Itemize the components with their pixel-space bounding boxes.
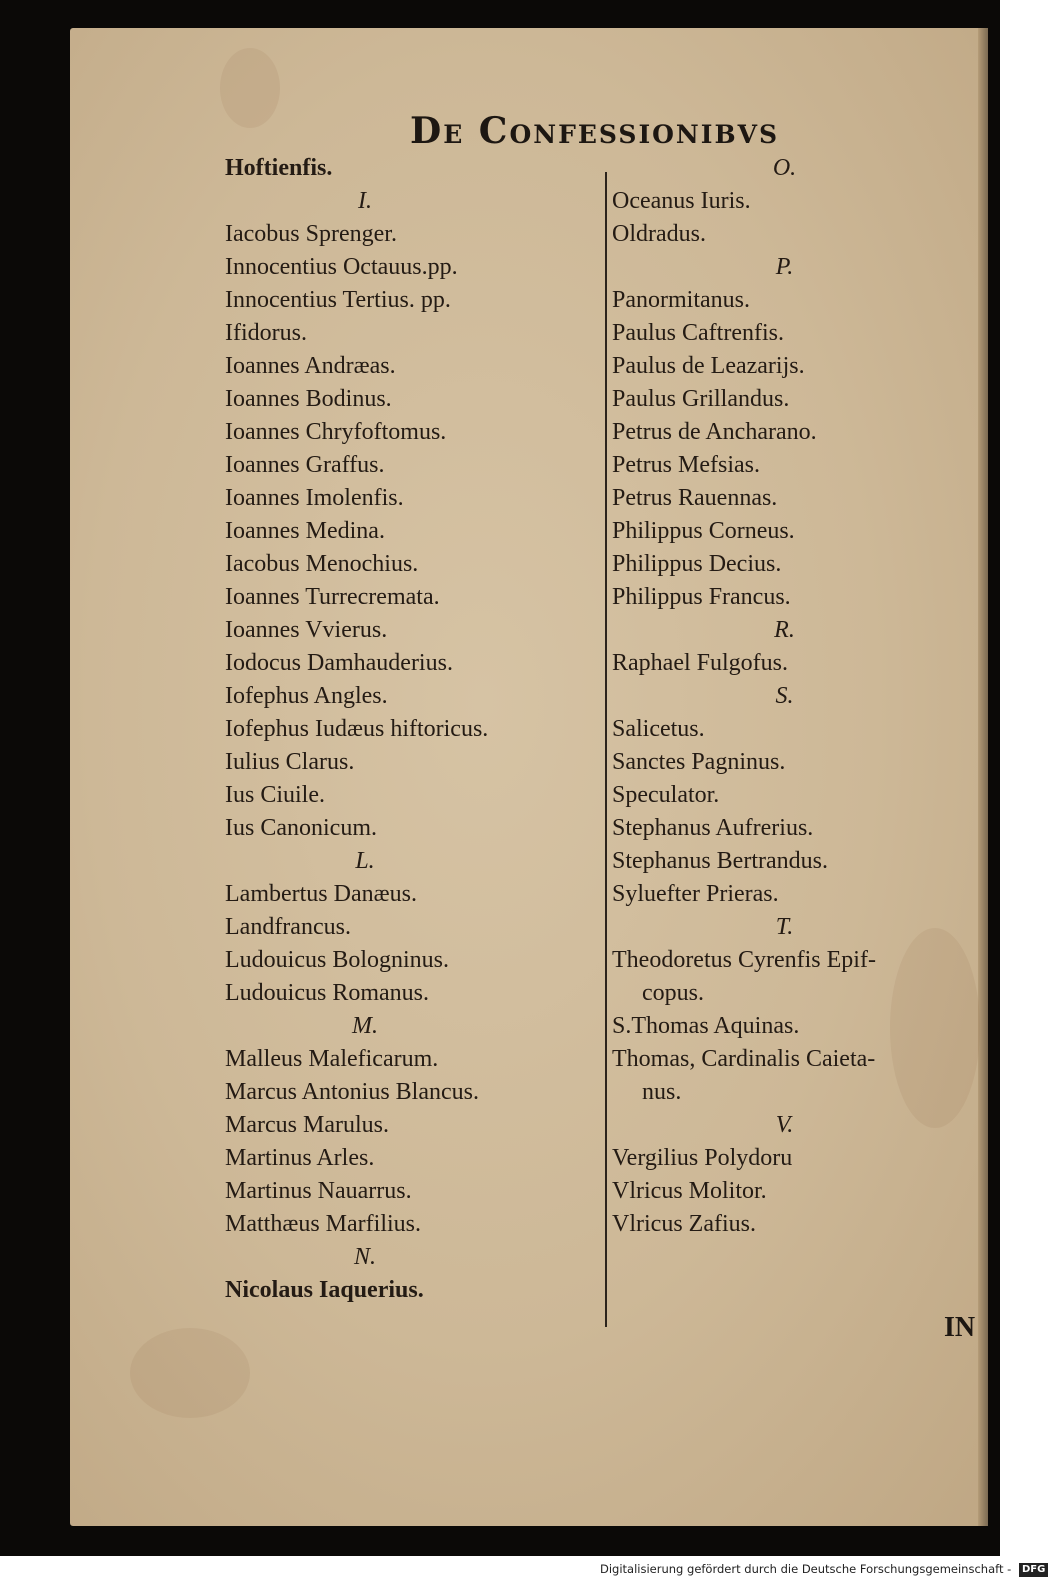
- section-letter: P.: [775, 254, 794, 280]
- credit-text: Digitalisierung gefördert durch die Deutsche Forschungsgemeinschaft -: [600, 1562, 1012, 1576]
- index-entry: Ioannes Vvierus.: [225, 617, 388, 643]
- index-entry: Paulus de Leazarijs.: [612, 353, 805, 379]
- index-entry: Martinus Nauarrus.: [225, 1178, 412, 1204]
- index-entry: Panormitanus.: [612, 287, 750, 313]
- index-entry: nus.: [642, 1079, 682, 1105]
- index-entry: Thomas, Cardinalis Caieta-: [612, 1046, 876, 1072]
- index-entry: Stephanus Bertrandus.: [612, 848, 828, 874]
- dfg-logo: DFG: [1019, 1563, 1048, 1577]
- index-entry: Hoftienfis.: [225, 155, 333, 181]
- index-entry: Malleus Maleficarum.: [225, 1046, 439, 1072]
- index-entry: S.Thomas Aquinas.: [612, 1013, 800, 1039]
- section-letter: N.: [353, 1244, 376, 1270]
- index-entry: Iodocus Damhauderius.: [225, 650, 453, 676]
- section-letter: M.: [352, 1013, 378, 1039]
- index-entry: Ioannes Chryfoftomus.: [225, 419, 447, 445]
- paper-stain: [220, 48, 280, 128]
- index-entry: Iofephus Iudæus hiftoricus.: [225, 716, 489, 742]
- index-entry: Sanctes Pagninus.: [612, 749, 786, 775]
- running-head: De Confessionibvs: [410, 110, 780, 152]
- index-entry: Ius Ciuile.: [225, 782, 325, 808]
- index-entry: Raphael Fulgofus.: [612, 650, 788, 676]
- index-entry: Paulus Grillandus.: [612, 386, 790, 412]
- index-entry: Ius Canonicum.: [225, 815, 377, 841]
- index-entry: Ioannes Medina.: [225, 518, 385, 544]
- index-entry: Petrus de Ancharano.: [612, 419, 817, 445]
- index-entry: Lambertus Danæus.: [225, 881, 417, 907]
- index-entry: Iacobus Sprenger.: [225, 221, 397, 247]
- index-entry: Ioannes Bodinus.: [225, 386, 392, 412]
- index-entry: Landfrancus.: [225, 914, 351, 940]
- left-index-column: [225, 152, 595, 1307]
- index-entry: Speculator.: [612, 782, 720, 808]
- index-entry: Philippus Decius.: [612, 551, 782, 577]
- right-index-column: [612, 152, 987, 1241]
- section-letter: S.: [775, 683, 794, 709]
- section-letter: I.: [358, 188, 372, 214]
- index-entry: Innocentius Tertius. pp.: [225, 287, 451, 313]
- index-entry: Paulus Caftrenfis.: [612, 320, 784, 346]
- index-entry: copus.: [642, 980, 704, 1006]
- index-entry: Vergilius Polydoru: [612, 1145, 793, 1171]
- index-entry: Theodoretus Cyrenfis Epif-: [612, 947, 876, 973]
- index-entry: Oceanus Iuris.: [612, 188, 751, 214]
- section-letter: V.: [775, 1112, 794, 1138]
- digitization-credit: [600, 1556, 1046, 1582]
- section-letter: R.: [774, 617, 795, 643]
- index-entry: Ludouicus Romanus.: [225, 980, 429, 1006]
- paper-stain: [130, 1328, 250, 1418]
- index-entry: Vlricus Zafius.: [612, 1211, 756, 1237]
- index-entry: Nicolaus Iaquerius.: [225, 1277, 424, 1303]
- section-letter: T.: [775, 914, 794, 940]
- index-entry: Matthæus Marfilius.: [225, 1211, 421, 1237]
- catchword: IN: [944, 1312, 976, 1343]
- index-entry: Philippus Francus.: [612, 584, 791, 610]
- index-entry: Marcus Antonius Blancus.: [225, 1079, 479, 1105]
- index-entry: Philippus Corneus.: [612, 518, 795, 544]
- index-entry: Stephanus Aufrerius.: [612, 815, 814, 841]
- index-entry: Vlricus Molitor.: [612, 1178, 767, 1204]
- index-entry: Ludouicus Bologninus.: [225, 947, 450, 973]
- index-entry: Salicetus.: [612, 716, 705, 742]
- index-entry: Martinus Arles.: [225, 1145, 375, 1171]
- section-letter: L.: [355, 848, 375, 874]
- index-entry: Ioannes Turrecremata.: [225, 584, 440, 610]
- index-entry: Iulius Clarus.: [225, 749, 355, 775]
- index-entry: Syluefter Prieras.: [612, 881, 779, 907]
- index-entry: Ioannes Andræas.: [225, 353, 396, 379]
- index-entry: Iacobus Menochius.: [225, 551, 419, 577]
- index-entry: Ioannes Graffus.: [225, 452, 385, 478]
- index-entry: Oldradus.: [612, 221, 706, 247]
- column-divider: [605, 172, 607, 1327]
- index-entry: Marcus Marulus.: [225, 1112, 389, 1138]
- index-entry: Petrus Rauennas.: [612, 485, 778, 511]
- index-entry: Ioannes Imolenfis.: [225, 485, 404, 511]
- section-letter: O.: [772, 155, 797, 181]
- index-entry: Innocentius Octauus.pp.: [225, 254, 458, 280]
- index-entry: Ifidorus.: [225, 320, 307, 346]
- index-entry: Iofephus Angles.: [225, 683, 388, 709]
- index-entry: Petrus Mefsias.: [612, 452, 760, 478]
